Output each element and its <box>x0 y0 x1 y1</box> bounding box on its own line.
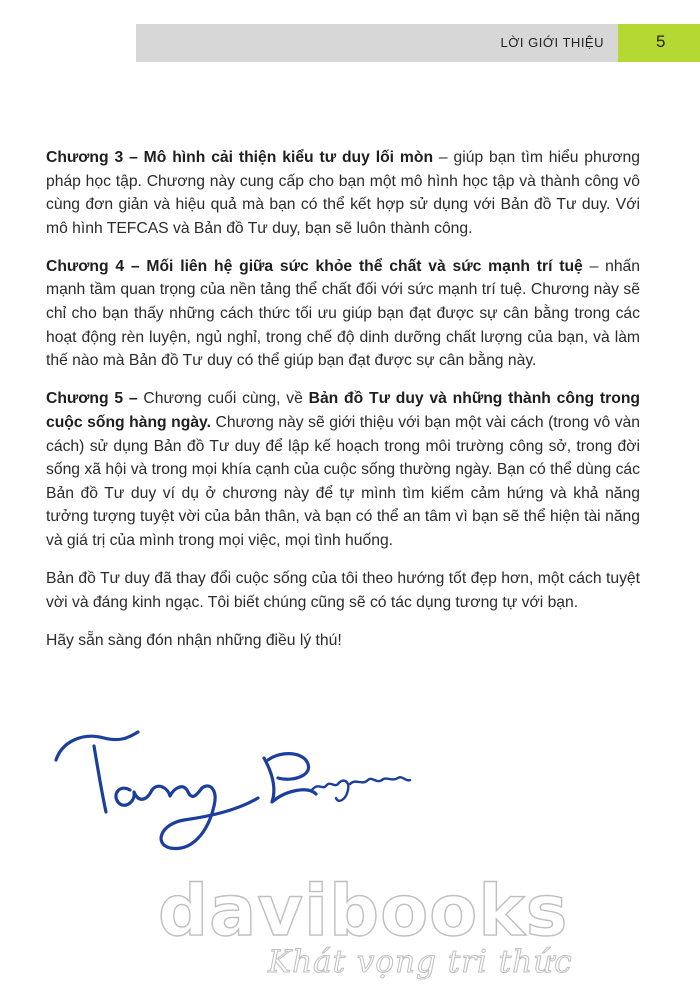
chapter-3-heading: Chương 3 – Mô hình cải thiện kiểu tư duy lối mòn <box>46 149 434 166</box>
running-header-bar <box>136 24 618 62</box>
closing-text: Bản đồ Tư duy đã thay đổi cuộc sống của tôi theo hướng tốt đẹp hơn, một cách tuyệt vời và đáng kinh ngạc. Tôi biết chúng cũng sẽ có tác dụng tương tự với bạn. <box>46 570 640 611</box>
body-text <box>46 146 640 667</box>
chapter-4-heading: Chương 4 – Mối liên hệ giữa sức khỏe thể chất và sức mạnh trí tuệ <box>46 257 583 275</box>
running-header-title: LỜI GIỚI THIỆU <box>500 35 604 50</box>
invitation-text: Hãy sẵn sàng đón nhận những điều lý thú! <box>46 631 342 649</box>
chapter-5-text-after: Chương này sẽ giới thiệu với bạn một vài cách (trong vô vàn cách) sử dụng Bản đồ Tư duy để lập kế hoạch trong môi trường công sở, trong đời sống xã hội và trong mọi khía cạnh của cuộc sống thường ngày. Bạn có thể dùng các Bản đồ Tư duy ví dụ ở chương này để tự mình tìm kiếm cảm hứng và khả năng tưởng tượng tuyệt vời của bản thân, và bạn có thể an tâm vì bạn sẽ thể hiện tài năng và giá trị của mình trong mọi việc, mọi tình huống. <box>46 413 640 549</box>
paragraph-chapter-3 <box>46 146 640 240</box>
chapter-3-text: – giúp bạn tìm hiểu phương pháp học tập. Chương này cung cấp cho bạn một mô hình học tập và thành công vô cùng đơn giản và hiệu quả mà bạn có thể kết hợp sử dụng với Bản đồ Tư duy. Với mô hình TEFCAS và Bản đồ Tư duy, bạn sẽ luôn thành công. <box>46 149 640 237</box>
signature-image <box>42 720 422 870</box>
watermark-brand: davibooks <box>158 870 569 952</box>
watermark <box>150 870 690 998</box>
page-number-box <box>618 24 700 62</box>
chapter-5-title: Bản đồ Tư duy và những thành công trong cuộc sống hàng ngày. <box>46 390 640 431</box>
paragraph-chapter-5 <box>46 387 640 552</box>
paragraph-chapter-4 <box>46 255 640 373</box>
chapter-5-heading: Chương 5 – <box>46 390 138 408</box>
page-number: 5 <box>656 32 666 51</box>
chapter-4-text: – nhấn mạnh tầm quan trọng của nền tảng thể chất đối với sức mạnh trí tuệ. Chương này sẽ chỉ cho bạn thấy những cách thức tối ưu giúp bạn đạt được sự cân bằng trong các hoạt động rèn luyện, ngủ nghỉ, trong chế độ dinh dưỡng chất lượng của bạn, và làm thế nào mà Bản đồ Tư duy có thể giúp bạn đạt được sự cân bằng này. <box>46 257 641 370</box>
paragraph-closing <box>46 567 640 614</box>
paragraph-invitation <box>46 629 640 653</box>
chapter-5-text-before: Chương cuối cùng, về <box>137 390 309 408</box>
watermark-tagline: Khát vọng tri thức <box>268 944 573 980</box>
